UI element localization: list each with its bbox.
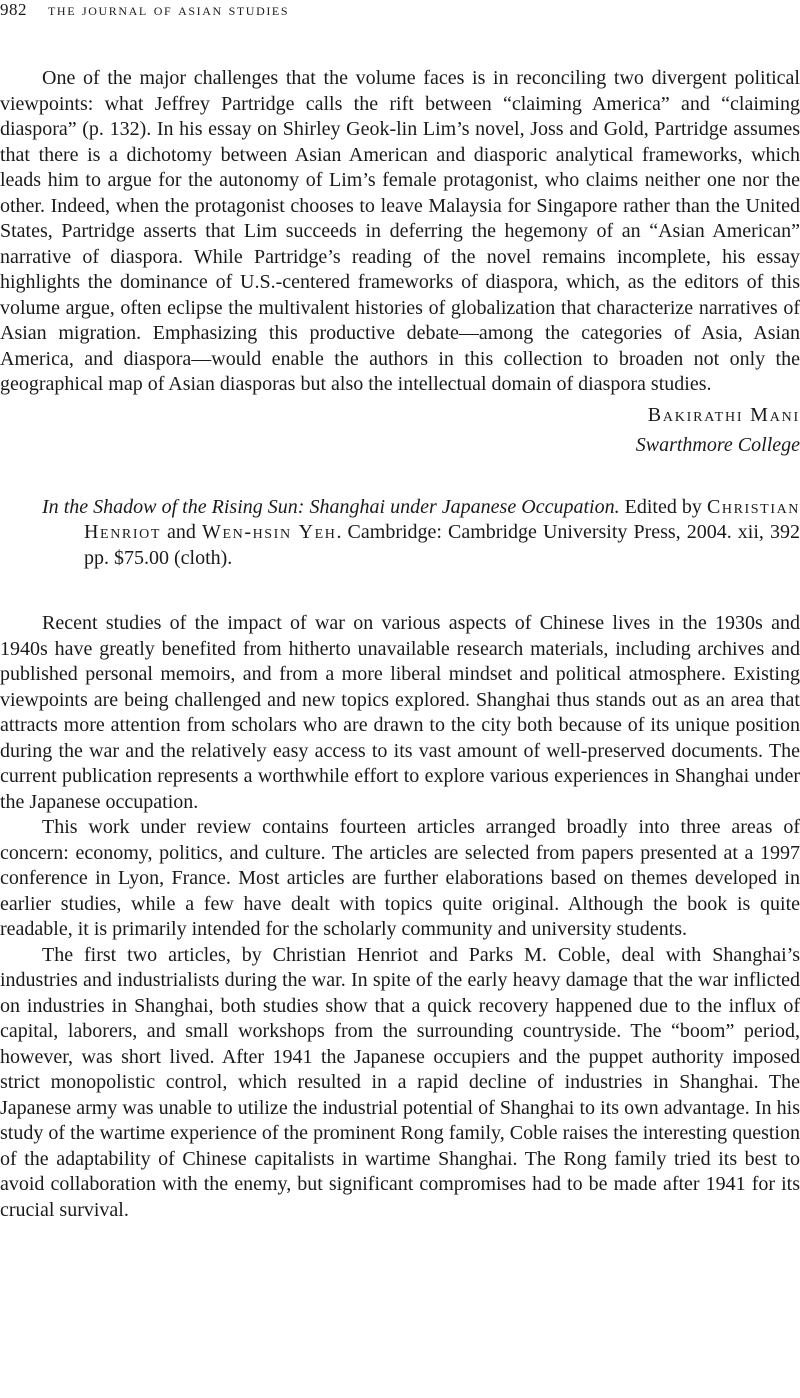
book-citation — [42, 495, 800, 572]
running-head: the journal of asian studies — [48, 0, 290, 19]
review1-signature — [0, 402, 800, 458]
publication-info: . Cambridge: Cambridge University Press, 2004. xii, 392 pp. $75.00 (cloth). — [84, 521, 800, 569]
edited-by: Edited by — [624, 495, 702, 518]
review2-paragraph-3: The first two articles, by Christian Henriot and Parks M. Coble, deal with Shanghai’s industries and industrialists during the war. In spite of the early heavy damage that the war inflicted on industries in Shanghai, both studies show that a quick recovery happened due to the influx of capital, laborers, and small workshops from the surrounding countryside. The “boom” period, however, was short lived. After 1941 the Japanese occupiers and the puppet authority imposed strict monopolistic control, which resulted in a rapid decline of industries in Shanghai. The Japanese army was unable to utilize the industrial potential of Shanghai to its own advantage. In his study of the wartime experience of the prominent Rong family, Coble raises the interesting question of the adaptability of Chinese capitalists in wartime Shanghai. The Rong family tried its best to avoid collaboration with the enemy, but significant compromises had to be made after 1941 for its crucial survival. — [0, 943, 800, 1221]
editor-2: Wen-hsin Yeh — [201, 521, 337, 543]
review2-paragraph-2: This work under review contains fourteen articles arranged broadly into three areas of concern: economy, politics, and culture. The articles are selected from papers presented at a 1997 conference in Lyon, France. Most articles are further elaborations based on themes developed in earlier studies, while a few have dealt with topics quite original. Although the book is quite readable, it is primarily intended for the scholarly community and university students. — [0, 816, 800, 940]
review2 — [0, 611, 800, 1223]
book-title: In the Shadow of the Rising Sun: Shanghai under Japanese Occupation. — [42, 495, 620, 518]
page-header — [0, 0, 800, 24]
review1-paragraph: One of the major challenges that the volume faces is in reconciling two divergent political viewpoints: what Jeffrey Partridge calls the rift between “claiming America” and “claiming diaspora” (p. 132). In his essay on Shirley Geok-lin Lim’s novel, Joss and Gold, Partridge assumes that there is a dichotomy between Asian American and diasporic analytical frameworks, which leads him to argue for the autonomy of Lim’s female protagonist, who claims neither one nor the other. Indeed, when the protagonist chooses to leave Malaysia for Singapore rather than the United States, Partridge asserts that Lim succeeds in deferring the hegemony of an “Asian American” narrative of diaspora. While Partridge’s reading of the novel remains incomplete, his essay highlights the dominance of U.S.-centered frameworks of diaspora, which, as the editors of this volume argue, often eclipse the multivalent histories of globalization that characterize narratives of Asian migration. Emphasizing this productive debate—among the categories of Asia, Asian America, and diaspora—would enable the authors in this collection to broaden not only the geographical map of Asian diasporas but also the intellectual domain of diaspora studies. — [0, 67, 800, 395]
reviewer-institution: Swarthmore College — [635, 433, 800, 456]
review2-paragraph-1: Recent studies of the impact of war on various aspects of Chinese lives in the 1930s and 1940s have greatly benefited from hitherto unavailable research materials, including archives and published personal memoirs, and from a more liberal mindset and political atmosphere. Existing viewpoints are being challenged and new topics explored. Shanghai thus stands out as an area that attracts more attention from scholars who are drawn to the city both because of its unique position during the war and the relatively easy access to its vast amount of well-preserved documents. The current publication represents a worthwhile effort to explore various experiences in Shanghai under the Japanese occupation. — [0, 612, 800, 813]
page-number: 982 — [0, 0, 27, 19]
editor-1: Christian Henriot — [84, 495, 800, 543]
page-body — [0, 66, 800, 1223]
reviewer-name: Bakirathi Mani — [647, 403, 800, 426]
and-conjunction: and — [167, 521, 196, 543]
